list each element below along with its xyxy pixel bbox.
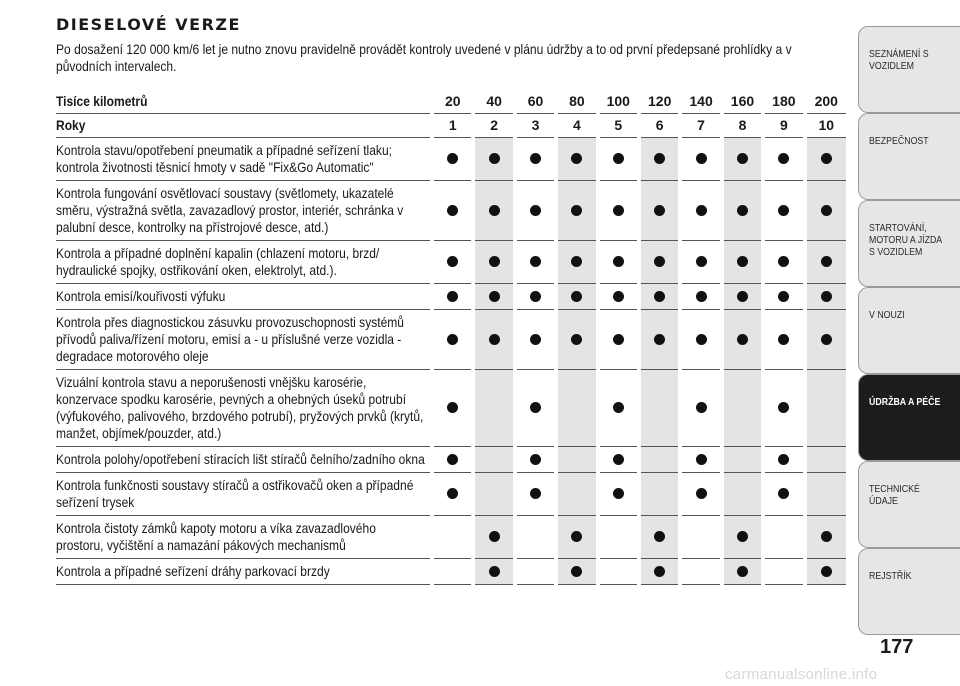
sidebar-tab[interactable] bbox=[858, 26, 960, 113]
check-dot-icon bbox=[821, 566, 832, 577]
check-item-label: Kontrola a případné seřízení dráhy parkovací brzdy bbox=[56, 562, 330, 579]
interval-cell bbox=[473, 309, 514, 369]
interval-cell bbox=[598, 369, 639, 446]
interval-cell bbox=[556, 240, 597, 283]
check-dot-icon bbox=[737, 334, 748, 345]
check-dot-icon bbox=[654, 205, 665, 216]
km-header-cell: 100 bbox=[598, 89, 639, 113]
table-row bbox=[56, 137, 846, 180]
check-dot-icon bbox=[696, 256, 707, 267]
interval-cell bbox=[805, 283, 846, 309]
interval-cell bbox=[763, 180, 804, 240]
check-dot-icon bbox=[654, 256, 665, 267]
check-dot-icon bbox=[654, 153, 665, 164]
check-dot-icon bbox=[613, 291, 624, 302]
km-header-cell: 200 bbox=[805, 89, 846, 113]
check-dot-icon bbox=[489, 334, 500, 345]
check-dot-icon bbox=[447, 488, 458, 499]
interval-cell bbox=[680, 515, 721, 558]
interval-cell bbox=[473, 240, 514, 283]
years-header-cell: 8 bbox=[722, 113, 763, 137]
interval-cell bbox=[515, 240, 556, 283]
km-header-cell: 40 bbox=[473, 89, 514, 113]
interval-cell bbox=[515, 283, 556, 309]
check-dot-icon bbox=[571, 566, 582, 577]
check-dot-icon bbox=[530, 334, 541, 345]
interval-cell bbox=[722, 558, 763, 584]
km-header-cell: 180 bbox=[763, 89, 804, 113]
interval-cell bbox=[805, 558, 846, 584]
check-dot-icon bbox=[489, 256, 500, 267]
sidebar-tab[interactable] bbox=[858, 287, 960, 374]
check-dot-icon bbox=[778, 488, 789, 499]
interval-cell bbox=[473, 558, 514, 584]
check-dot-icon bbox=[613, 205, 624, 216]
check-dot-icon bbox=[489, 566, 500, 577]
interval-cell bbox=[763, 283, 804, 309]
years-header-cell: 3 bbox=[515, 113, 556, 137]
years-header-label: Roky bbox=[56, 117, 86, 133]
interval-cell bbox=[763, 446, 804, 472]
interval-cell bbox=[598, 180, 639, 240]
check-dot-icon bbox=[737, 205, 748, 216]
check-dot-icon bbox=[778, 402, 789, 413]
check-dot-icon bbox=[821, 205, 832, 216]
km-header-cell: 20 bbox=[432, 89, 473, 113]
check-dot-icon bbox=[530, 205, 541, 216]
interval-cell bbox=[432, 137, 473, 180]
intro-paragraph: Po dosažení 120 000 km/6 let je nutno znovu pravidelně provádět kontroly uvedené v plánu údržby a to od první předepsané prohlídky a v původních intervalech. bbox=[56, 41, 792, 74]
interval-cell bbox=[515, 137, 556, 180]
check-dot-icon bbox=[654, 334, 665, 345]
interval-cell bbox=[598, 446, 639, 472]
interval-cell bbox=[556, 369, 597, 446]
interval-cell bbox=[680, 137, 721, 180]
table-row bbox=[56, 240, 846, 283]
table-row bbox=[56, 180, 846, 240]
sidebar-tab-label: V NOUZI bbox=[869, 310, 905, 321]
check-dot-icon bbox=[737, 153, 748, 164]
watermark: carmanualsonline.info bbox=[725, 666, 878, 683]
table-row bbox=[56, 309, 846, 369]
years-header bbox=[56, 113, 846, 137]
interval-cell bbox=[722, 180, 763, 240]
check-dot-icon bbox=[571, 531, 582, 542]
interval-cell bbox=[722, 515, 763, 558]
interval-cell bbox=[515, 180, 556, 240]
years-header-cell: 2 bbox=[473, 113, 514, 137]
interval-cell bbox=[473, 446, 514, 472]
check-dot-icon bbox=[571, 205, 582, 216]
sidebar-tab-label: ÚDRŽBA A PÉČE bbox=[869, 397, 941, 408]
check-dot-icon bbox=[447, 205, 458, 216]
interval-cell bbox=[763, 369, 804, 446]
check-item-label: Kontrola stavu/opotřebení pneumatik a případné seřízení tlaku; kontrola životnosti těsnicí hmoty v sadě "Fix&Go Automatic" bbox=[56, 141, 392, 175]
interval-cell bbox=[515, 309, 556, 369]
check-dot-icon bbox=[821, 291, 832, 302]
interval-cell bbox=[515, 558, 556, 584]
table-row bbox=[56, 472, 846, 515]
check-dot-icon bbox=[530, 153, 541, 164]
section-title: DIESELOVÉ VERZE bbox=[56, 15, 241, 34]
interval-cell bbox=[722, 309, 763, 369]
check-item-label: Vizuální kontrola stavu a neporušenosti vnějšku karosérie, konzervace spodku karosérie, pevných a ohebných úseků potrubí (výfukového, palivového, brzdového potrubí), pryžových prvků (krytů, manžet, objímek/pouzder, atd.) bbox=[56, 373, 424, 441]
interval-cell bbox=[680, 283, 721, 309]
interval-cell bbox=[598, 309, 639, 369]
check-dot-icon bbox=[613, 488, 624, 499]
interval-cell bbox=[556, 515, 597, 558]
check-dot-icon bbox=[447, 454, 458, 465]
sidebar-tab[interactable] bbox=[858, 200, 960, 287]
interval-cell bbox=[556, 558, 597, 584]
interval-cell bbox=[680, 369, 721, 446]
table-row bbox=[56, 283, 846, 309]
interval-cell bbox=[680, 558, 721, 584]
interval-cell bbox=[515, 472, 556, 515]
km-header-cell: 120 bbox=[639, 89, 680, 113]
interval-cell bbox=[556, 446, 597, 472]
interval-cell bbox=[805, 472, 846, 515]
interval-cell bbox=[680, 309, 721, 369]
interval-cell bbox=[639, 446, 680, 472]
interval-cell bbox=[680, 240, 721, 283]
interval-cell bbox=[473, 515, 514, 558]
interval-cell bbox=[598, 137, 639, 180]
check-item-label: Kontrola fungování osvětlovací soustavy (světlomety, ukazatelé směru, výstražná světla, zavazadlový prostor, interiér, schránka v palubní desce, kontrolky na přístrojové desce, atd.) bbox=[56, 184, 404, 235]
check-dot-icon bbox=[737, 291, 748, 302]
interval-cell bbox=[473, 180, 514, 240]
interval-cell bbox=[432, 240, 473, 283]
interval-cell bbox=[598, 558, 639, 584]
interval-cell bbox=[680, 472, 721, 515]
check-dot-icon bbox=[489, 291, 500, 302]
interval-cell bbox=[763, 240, 804, 283]
table-row bbox=[56, 558, 846, 584]
interval-cell bbox=[680, 446, 721, 472]
check-dot-icon bbox=[571, 256, 582, 267]
check-dot-icon bbox=[696, 153, 707, 164]
interval-cell bbox=[805, 180, 846, 240]
check-item-label: Kontrola polohy/opotřebení stíracích lišt stíračů čelního/zadního okna bbox=[56, 450, 425, 467]
interval-cell bbox=[639, 137, 680, 180]
check-dot-icon bbox=[778, 334, 789, 345]
table-row bbox=[56, 515, 846, 558]
check-dot-icon bbox=[654, 566, 665, 577]
check-dot-icon bbox=[737, 566, 748, 577]
table-row bbox=[56, 369, 846, 446]
interval-cell bbox=[722, 472, 763, 515]
interval-cell bbox=[432, 369, 473, 446]
interval-cell bbox=[639, 472, 680, 515]
check-dot-icon bbox=[696, 488, 707, 499]
check-dot-icon bbox=[654, 531, 665, 542]
interval-cell bbox=[598, 283, 639, 309]
interval-cell bbox=[473, 369, 514, 446]
interval-cell bbox=[432, 446, 473, 472]
km-header-cell: 160 bbox=[722, 89, 763, 113]
interval-cell bbox=[556, 309, 597, 369]
interval-cell bbox=[639, 240, 680, 283]
interval-cell bbox=[805, 515, 846, 558]
check-dot-icon bbox=[447, 334, 458, 345]
check-dot-icon bbox=[737, 531, 748, 542]
sidebar-tab-label: STARTOVÁNÍ, MOTORU A JÍZDA S VOZIDLEM bbox=[869, 223, 942, 258]
check-dot-icon bbox=[530, 488, 541, 499]
check-dot-icon bbox=[696, 334, 707, 345]
check-dot-icon bbox=[613, 256, 624, 267]
check-dot-icon bbox=[489, 153, 500, 164]
sidebar-tab[interactable] bbox=[858, 113, 960, 200]
interval-cell bbox=[432, 180, 473, 240]
check-dot-icon bbox=[654, 291, 665, 302]
check-dot-icon bbox=[613, 402, 624, 413]
check-dot-icon bbox=[489, 205, 500, 216]
years-header-cell: 6 bbox=[639, 113, 680, 137]
interval-cell bbox=[639, 180, 680, 240]
check-dot-icon bbox=[696, 205, 707, 216]
interval-cell bbox=[473, 137, 514, 180]
check-dot-icon bbox=[821, 256, 832, 267]
check-dot-icon bbox=[530, 402, 541, 413]
interval-cell bbox=[639, 283, 680, 309]
interval-cell bbox=[763, 515, 804, 558]
years-header-cell: 9 bbox=[763, 113, 804, 137]
interval-cell bbox=[763, 558, 804, 584]
interval-cell bbox=[763, 472, 804, 515]
check-dot-icon bbox=[447, 256, 458, 267]
check-dot-icon bbox=[530, 454, 541, 465]
check-dot-icon bbox=[447, 153, 458, 164]
check-dot-icon bbox=[778, 153, 789, 164]
interval-cell bbox=[556, 472, 597, 515]
check-dot-icon bbox=[778, 291, 789, 302]
check-dot-icon bbox=[447, 402, 458, 413]
check-dot-icon bbox=[778, 454, 789, 465]
check-dot-icon bbox=[571, 334, 582, 345]
interval-cell bbox=[432, 515, 473, 558]
sidebar-tab[interactable] bbox=[858, 374, 960, 461]
interval-cell bbox=[432, 472, 473, 515]
years-header-cell: 5 bbox=[598, 113, 639, 137]
km-header-cell: 140 bbox=[680, 89, 721, 113]
interval-cell bbox=[722, 369, 763, 446]
check-dot-icon bbox=[447, 291, 458, 302]
interval-cell bbox=[722, 446, 763, 472]
check-dot-icon bbox=[778, 256, 789, 267]
sidebar-tab-label: TECHNICKÉ ÚDAJE bbox=[869, 484, 920, 507]
interval-cell bbox=[556, 180, 597, 240]
interval-cell bbox=[722, 283, 763, 309]
check-item-label: Kontrola emisí/kouřivosti výfuku bbox=[56, 287, 226, 304]
chapter-sidebar bbox=[858, 26, 960, 635]
sidebar-tab-label: SEZNÁMENÍ S VOZIDLEM bbox=[869, 49, 929, 72]
km-header bbox=[56, 89, 846, 113]
interval-cell bbox=[432, 558, 473, 584]
interval-cell bbox=[598, 472, 639, 515]
years-header-cell: 10 bbox=[805, 113, 846, 137]
km-header-label: Tisíce kilometrů bbox=[56, 92, 148, 109]
main-content bbox=[56, 14, 846, 75]
check-item-label: Kontrola funkčnosti soustavy stíračů a ostřikovačů oken a případné seřízení trysek bbox=[56, 476, 414, 510]
interval-cell bbox=[805, 369, 846, 446]
interval-cell bbox=[763, 137, 804, 180]
sidebar-tab[interactable] bbox=[858, 548, 960, 635]
interval-cell bbox=[473, 472, 514, 515]
interval-cell bbox=[805, 240, 846, 283]
interval-cell bbox=[556, 137, 597, 180]
interval-cell bbox=[639, 309, 680, 369]
km-header-cell: 60 bbox=[515, 89, 556, 113]
interval-cell bbox=[598, 515, 639, 558]
interval-cell bbox=[722, 137, 763, 180]
check-dot-icon bbox=[778, 205, 789, 216]
check-dot-icon bbox=[530, 256, 541, 267]
check-dot-icon bbox=[530, 291, 541, 302]
interval-cell bbox=[639, 369, 680, 446]
check-dot-icon bbox=[821, 531, 832, 542]
interval-cell bbox=[432, 309, 473, 369]
check-dot-icon bbox=[489, 531, 500, 542]
page-number: 177 bbox=[880, 636, 914, 658]
km-header-cell: 80 bbox=[556, 89, 597, 113]
maintenance-schedule-table bbox=[56, 89, 846, 585]
check-dot-icon bbox=[571, 153, 582, 164]
table-row bbox=[56, 446, 846, 472]
interval-cell bbox=[722, 240, 763, 283]
years-header-cell: 7 bbox=[680, 113, 721, 137]
interval-cell bbox=[680, 180, 721, 240]
check-dot-icon bbox=[696, 402, 707, 413]
check-dot-icon bbox=[696, 291, 707, 302]
interval-cell bbox=[639, 515, 680, 558]
check-item-label: Kontrola čistoty zámků kapoty motoru a víka zavazadlového prostoru, vyčištění a namazání pákových mechanismů bbox=[56, 519, 376, 553]
years-header-cell: 4 bbox=[556, 113, 597, 137]
interval-cell bbox=[473, 283, 514, 309]
sidebar-tab-label: BEZPEČNOST bbox=[869, 136, 929, 147]
check-dot-icon bbox=[613, 454, 624, 465]
sidebar-tab[interactable] bbox=[858, 461, 960, 548]
interval-cell bbox=[763, 309, 804, 369]
sidebar-tab-label: REJSTŘÍK bbox=[869, 571, 912, 582]
check-dot-icon bbox=[821, 153, 832, 164]
interval-cell bbox=[515, 515, 556, 558]
interval-cell bbox=[639, 558, 680, 584]
interval-cell bbox=[805, 309, 846, 369]
interval-cell bbox=[556, 283, 597, 309]
check-item-label: Kontrola přes diagnostickou zásuvku provozuschopnosti systémů přívodů paliva/řízení motoru, emisí a - u příslušné verze vozidla - degradace motorového oleje bbox=[56, 313, 405, 364]
check-item-label: Kontrola a případné doplnění kapalin (chlazení motoru, brzd/ hydraulické spojky, ostřikování oken, elektrolyt, atd.). bbox=[56, 244, 380, 278]
interval-cell bbox=[805, 446, 846, 472]
check-dot-icon bbox=[613, 153, 624, 164]
check-dot-icon bbox=[571, 291, 582, 302]
interval-cell bbox=[598, 240, 639, 283]
years-header-cell: 1 bbox=[432, 113, 473, 137]
check-dot-icon bbox=[737, 256, 748, 267]
check-dot-icon bbox=[696, 454, 707, 465]
interval-cell bbox=[432, 283, 473, 309]
check-dot-icon bbox=[821, 334, 832, 345]
interval-cell bbox=[515, 446, 556, 472]
check-dot-icon bbox=[613, 334, 624, 345]
interval-cell bbox=[515, 369, 556, 446]
interval-cell bbox=[805, 137, 846, 180]
